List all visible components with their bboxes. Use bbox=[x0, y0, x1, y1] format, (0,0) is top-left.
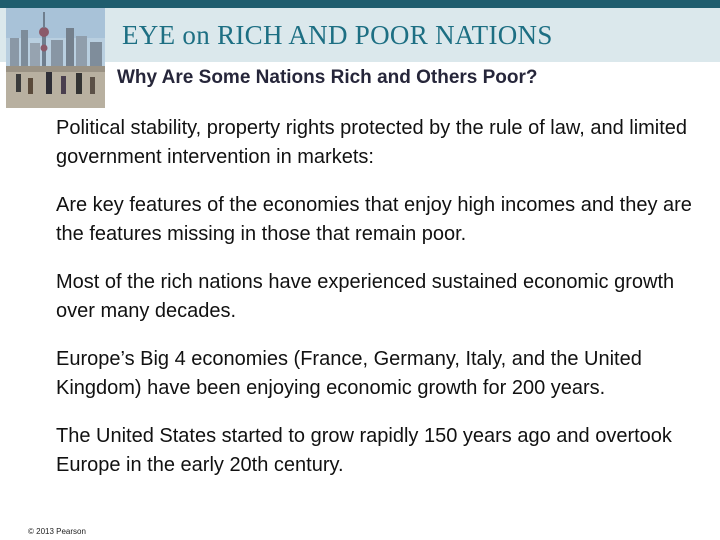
body-paragraph: Most of the rich nations have experienced sustained economic growth over many decades. bbox=[56, 271, 675, 322]
body-paragraph: Europe’s Big 4 economies (France, Germany, Italy, and the United Kingdom) have been enjoying economic growth for 200 years. bbox=[56, 348, 642, 399]
body-paragraph: The United States started to grow rapidly 150 years ago and overtook Europe in the early 20th century. bbox=[56, 425, 672, 476]
slide-subtitle: Why Are Some Nations Rich and Others Poor? bbox=[117, 67, 538, 88]
copyright-footer: © 2013 Pearson bbox=[28, 527, 86, 536]
city-skyline-photo bbox=[6, 8, 105, 108]
body-paragraph: Political stability, property rights protected by the rule of law, and limited government intervention in markets: bbox=[56, 117, 688, 168]
slide-body bbox=[56, 114, 706, 499]
top-accent-bar bbox=[0, 0, 720, 8]
body-paragraph: Are key features of the economies that enjoy high incomes and they are the features missing in those that remain poor. bbox=[56, 194, 692, 245]
header-title: EYE on RICH AND POOR NATIONS bbox=[122, 20, 553, 50]
